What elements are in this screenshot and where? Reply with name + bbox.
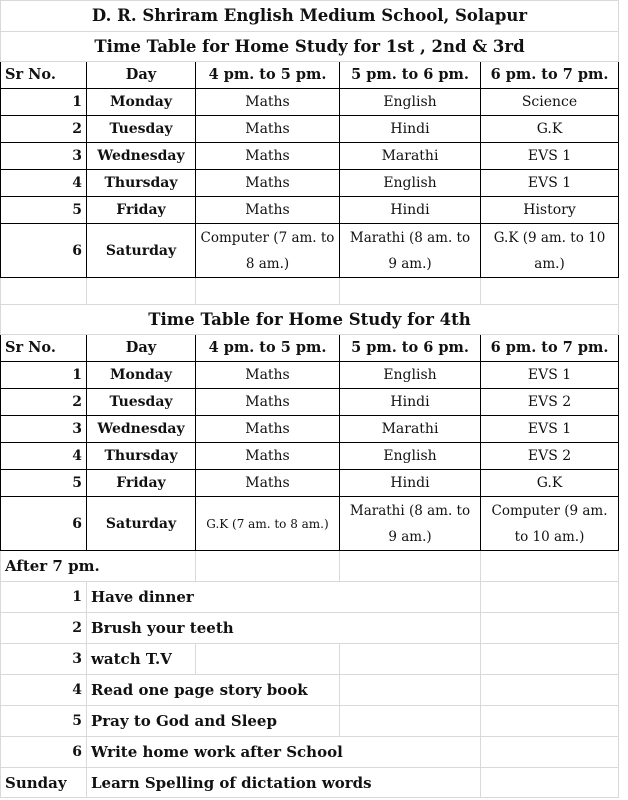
day-cell[interactable]: Monday [87, 362, 196, 389]
day-cell[interactable]: Wednesday [87, 416, 196, 443]
subject-cell[interactable]: Maths [196, 89, 340, 116]
sr-no-cell[interactable]: 5 [1, 197, 87, 224]
table1-title-row [1, 32, 619, 62]
day-cell[interactable]: Thursday [87, 170, 196, 197]
subject-cell[interactable]: Hindi [340, 197, 481, 224]
empty-cell[interactable] [481, 582, 619, 613]
column-header[interactable]: 4 pm. to 5 pm. [196, 335, 340, 362]
activity-text[interactable]: watch T.V [87, 644, 196, 675]
sr-no-cell[interactable]: 6 [1, 224, 87, 278]
sr-no-cell[interactable]: 3 [1, 416, 87, 443]
table-row [1, 197, 619, 224]
activity-number[interactable]: 3 [1, 644, 87, 675]
empty-cell[interactable] [1, 278, 87, 305]
empty-row [1, 278, 619, 305]
subject-cell[interactable]: EVS 1 [481, 170, 619, 197]
activity-number[interactable]: 1 [1, 582, 87, 613]
day-cell[interactable]: Friday [87, 470, 196, 497]
table-row [1, 389, 619, 416]
empty-cell[interactable] [340, 551, 481, 582]
column-header[interactable]: Day [87, 335, 196, 362]
empty-cell[interactable] [196, 551, 340, 582]
column-header[interactable]: 6 pm. to 7 pm. [481, 335, 619, 362]
table-row [1, 470, 619, 497]
activity-number[interactable]: 2 [1, 613, 87, 644]
table2-title[interactable]: Time Table for Home Study for 4th [1, 305, 619, 335]
subject-cell[interactable]: G.K [481, 470, 619, 497]
school-title: D. R. Shriram English Medium School, Solapur [1, 1, 619, 32]
subject-cell[interactable]: Hindi [340, 470, 481, 497]
column-header[interactable]: Sr No. [1, 335, 87, 362]
column-header[interactable]: 6 pm. to 7 pm. [481, 62, 619, 89]
empty-cell[interactable] [340, 644, 481, 675]
activity-row [1, 644, 619, 675]
subject-cell[interactable]: English [340, 170, 481, 197]
sr-no-cell[interactable]: 3 [1, 143, 87, 170]
sunday-label[interactable]: Sunday [1, 768, 87, 798]
activity-row [1, 675, 619, 706]
sr-no-cell[interactable]: 4 [1, 443, 87, 470]
table2-header-row [1, 335, 619, 362]
table-row [1, 416, 619, 443]
activity-text[interactable]: Write home work after School [87, 737, 481, 768]
activity-text[interactable]: Brush your teeth [87, 613, 481, 644]
day-cell[interactable]: Monday [87, 89, 196, 116]
subject-cell[interactable]: Hindi [340, 389, 481, 416]
sunday-text[interactable]: Learn Spelling of dictation words [87, 768, 481, 798]
column-header[interactable]: 5 pm. to 6 pm. [340, 62, 481, 89]
activity-text[interactable]: Pray to God and Sleep [87, 706, 340, 737]
activity-text[interactable]: Read one page story book [87, 675, 340, 706]
subject-cell[interactable]: Hindi [340, 116, 481, 143]
table-row [1, 170, 619, 197]
table-row [1, 143, 619, 170]
column-header[interactable]: Day [87, 62, 196, 89]
subject-cell[interactable]: Maths [196, 197, 340, 224]
subject-cell[interactable]: G.K (9 am. to 10 am.) [481, 224, 619, 278]
table1-header-row [1, 62, 619, 89]
sr-no-cell[interactable]: 2 [1, 116, 87, 143]
empty-cell[interactable] [481, 644, 619, 675]
table-row [1, 224, 619, 278]
empty-cell[interactable] [196, 278, 340, 305]
subject-cell[interactable]: Maths [196, 116, 340, 143]
sr-no-cell[interactable]: 1 [1, 89, 87, 116]
activity-number[interactable]: 5 [1, 706, 87, 737]
subject-cell[interactable]: Marathi [340, 416, 481, 443]
subject-cell[interactable]: Marathi (8 am. to 9 am.) [340, 224, 481, 278]
subject-cell[interactable]: EVS 1 [481, 362, 619, 389]
table1-title[interactable]: Time Table for Home Study for 1st , 2nd & 3rd [1, 32, 619, 62]
empty-cell[interactable] [340, 278, 481, 305]
sunday-row [1, 768, 619, 798]
subject-cell[interactable]: Maths [196, 170, 340, 197]
activity-row [1, 582, 619, 613]
subject-cell[interactable]: Science [481, 89, 619, 116]
sr-no-cell[interactable]: 6 [1, 497, 87, 551]
table-row [1, 497, 619, 551]
table2-title-row [1, 305, 619, 335]
subject-cell[interactable]: English [340, 443, 481, 470]
column-header[interactable]: Sr No. [1, 62, 87, 89]
sr-no-cell[interactable]: 1 [1, 362, 87, 389]
subject-cell[interactable]: Maths [196, 143, 340, 170]
empty-cell[interactable] [481, 551, 619, 582]
sr-no-cell[interactable]: 2 [1, 389, 87, 416]
empty-cell[interactable] [481, 675, 619, 706]
subject-cell[interactable]: Maths [196, 470, 340, 497]
after7-label[interactable]: After 7 pm. [1, 551, 196, 582]
activity-row [1, 613, 619, 644]
after7-row [1, 551, 619, 582]
subject-cell[interactable]: Maths [196, 443, 340, 470]
day-cell[interactable]: Friday [87, 197, 196, 224]
activity-number[interactable]: 6 [1, 737, 87, 768]
column-header[interactable]: 5 pm. to 6 pm. [340, 335, 481, 362]
table-row [1, 362, 619, 389]
activity-text[interactable]: Have dinner [87, 582, 481, 613]
subject-cell[interactable]: EVS 2 [481, 389, 619, 416]
empty-cell[interactable] [196, 644, 340, 675]
subject-cell[interactable]: Maths [196, 416, 340, 443]
day-cell[interactable]: Tuesday [87, 389, 196, 416]
subject-cell[interactable]: History [481, 197, 619, 224]
empty-cell[interactable] [340, 675, 481, 706]
subject-cell[interactable]: Marathi (8 am. to 9 am.) [340, 497, 481, 551]
subject-cell[interactable]: Computer (9 am. to 10 am.) [481, 497, 619, 551]
empty-cell[interactable] [87, 278, 196, 305]
sr-no-cell[interactable]: 5 [1, 470, 87, 497]
column-header[interactable]: 4 pm. to 5 pm. [196, 62, 340, 89]
subject-cell[interactable]: Maths [196, 389, 340, 416]
empty-cell[interactable] [481, 706, 619, 737]
activity-row [1, 737, 619, 768]
empty-cell[interactable] [481, 613, 619, 644]
empty-cell[interactable] [340, 706, 481, 737]
activity-number[interactable]: 4 [1, 675, 87, 706]
subject-cell[interactable]: Maths [196, 362, 340, 389]
table-row [1, 89, 619, 116]
subject-cell[interactable]: Marathi [340, 143, 481, 170]
day-cell[interactable]: Thursday [87, 443, 196, 470]
empty-cell[interactable] [481, 737, 619, 768]
day-cell[interactable]: Tuesday [87, 116, 196, 143]
table-row [1, 116, 619, 143]
subject-cell[interactable]: Computer (7 am. to 8 am.) [196, 224, 340, 278]
subject-cell[interactable]: EVS 1 [481, 143, 619, 170]
day-cell[interactable]: Wednesday [87, 143, 196, 170]
empty-cell[interactable] [481, 768, 619, 798]
activity-row [1, 706, 619, 737]
subject-cell[interactable]: English [340, 362, 481, 389]
subject-cell[interactable]: EVS 2 [481, 443, 619, 470]
subject-cell[interactable]: G.K (7 am. to 8 am.) [196, 497, 340, 551]
subject-cell[interactable]: EVS 1 [481, 416, 619, 443]
empty-cell[interactable] [481, 278, 619, 305]
day-cell[interactable]: Saturday [87, 497, 196, 551]
table-row [1, 443, 619, 470]
subject-cell[interactable]: G.K [481, 116, 619, 143]
sr-no-cell[interactable]: 4 [1, 170, 87, 197]
day-cell[interactable]: Saturday [87, 224, 196, 278]
subject-cell[interactable]: English [340, 89, 481, 116]
